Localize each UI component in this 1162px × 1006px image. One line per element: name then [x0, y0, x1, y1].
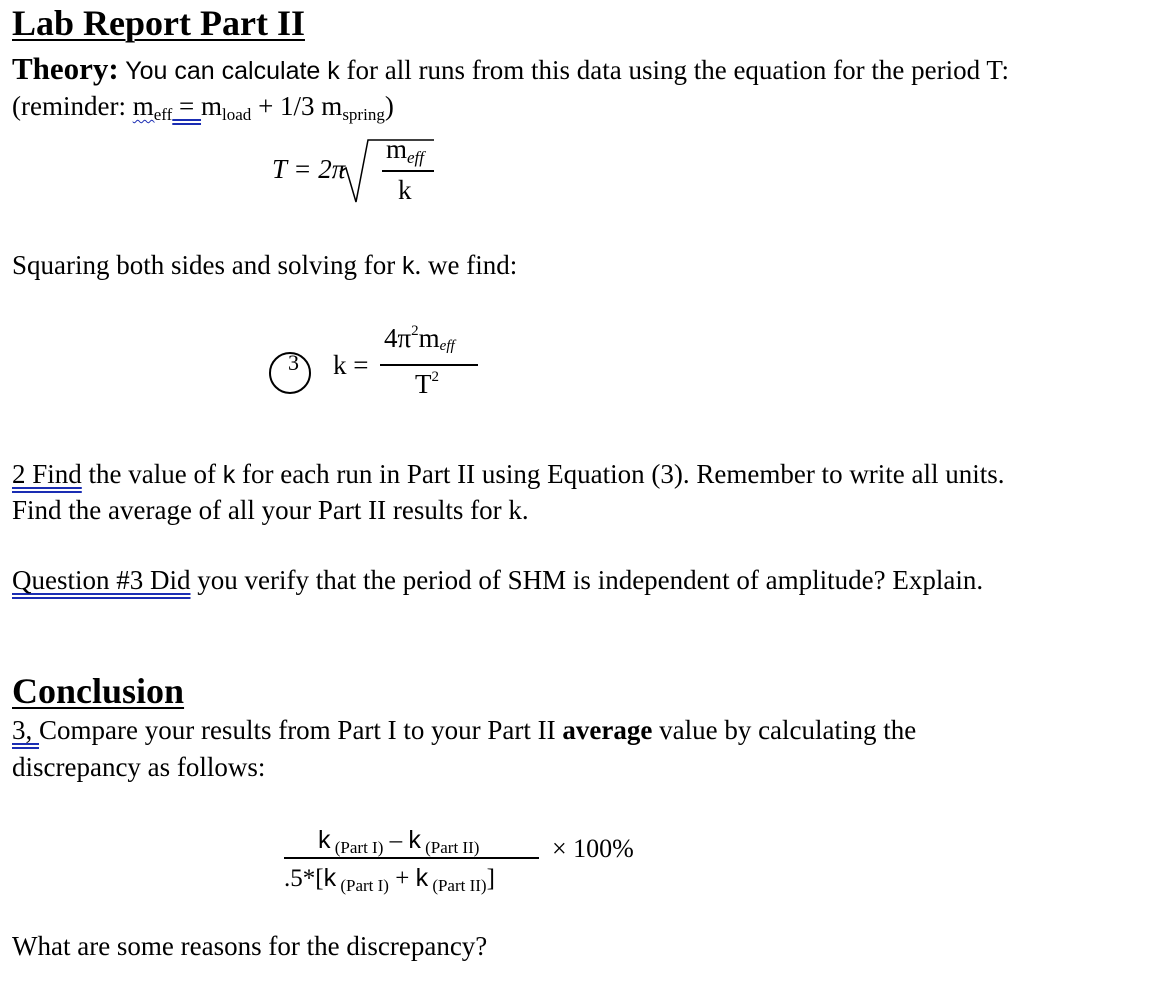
reminder-meff: $m_{eff}$ — [132, 91, 173, 124]
eq3-numerator: $4\pi^2meff$ — [384, 323, 455, 354]
reminder-plus: + 1/3 — [251, 91, 322, 121]
conclusion-heading: Conclusion — [12, 671, 185, 711]
eq1-lhs: T = 2π — [272, 154, 346, 184]
conclusion-line-2: discrepancy as follows: — [12, 752, 266, 782]
theory-text-2: for all runs from this data using the equation for the period T: — [339, 55, 1010, 85]
reminder-equals: = — [172, 91, 202, 121]
squaring-line: Squaring both sides and solving for k. we find: — [12, 250, 518, 280]
page-title: Lab Report Part II — [12, 3, 305, 43]
reminder-suffix: ) — [384, 91, 394, 121]
theory-text: You can calculate — [118, 57, 328, 85]
q2-line-2: Find the average of all your Part II results for k. — [12, 495, 529, 525]
eq1-fraction-line — [382, 170, 434, 172]
equation-number: 3 — [288, 350, 299, 375]
conclusion-line-1: 3, Compare your results from Part I to your Part II average value by calculating the — [12, 715, 917, 745]
eq4-denominator: .5*[k $_{(Part I)}$ + k $_{(Part II)}$] — [284, 864, 495, 895]
eq4-fraction-line — [284, 857, 539, 859]
theory-k: k — [327, 57, 340, 85]
question-3: Question #3 Did you verify that the period of SHM is independent of amplitude? Explain. — [12, 565, 984, 595]
eq1-numerator: $m_{eff}$ — [386, 134, 425, 167]
reminder-line — [12, 91, 394, 125]
eq3-denominator: $T^2$ — [415, 369, 439, 399]
theory-line — [12, 51, 1009, 87]
eq4-numerator: k $_{(Part I)}$ – k $_{(Part II)}$ — [318, 826, 480, 857]
eq3-fraction-line — [380, 364, 478, 366]
theory-label: Theory: — [12, 51, 119, 86]
reminder-mload: $m_{load}$ — [201, 91, 252, 124]
q2-line-1: 2 Find the value of k for each run in Part II using Equation (3). Remember to write all units. — [12, 459, 1005, 489]
eq3-lhs: k = — [333, 350, 369, 380]
eq1-denominator: k — [398, 175, 412, 205]
reasons-question: What are some reasons for the discrepancy? — [12, 931, 488, 961]
reminder-mspring: $m_{spring}$ — [321, 91, 385, 124]
eq4-times-100: × 100% — [552, 834, 634, 863]
reminder-prefix: (reminder: — [12, 91, 133, 121]
